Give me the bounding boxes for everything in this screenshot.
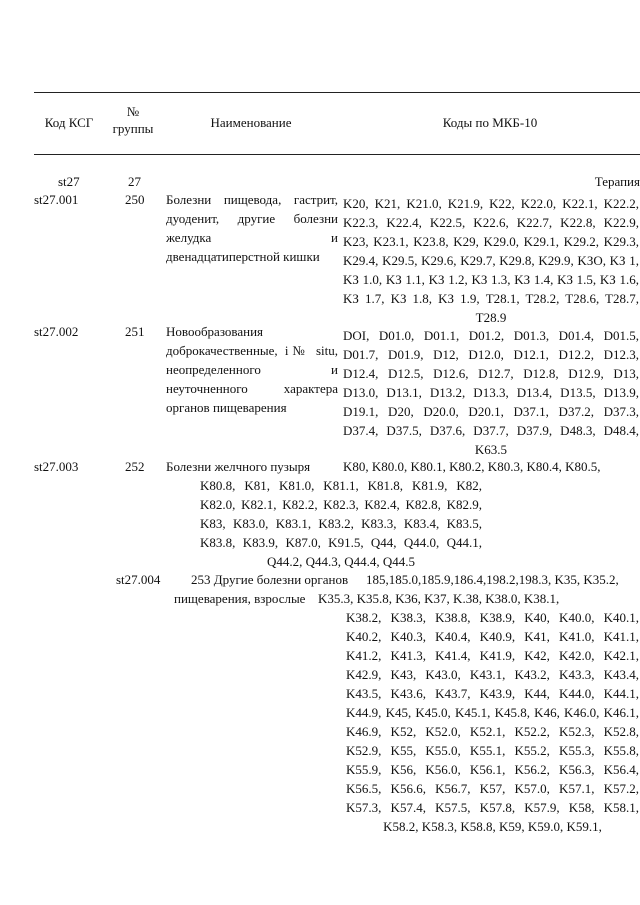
table-row-group-name: 253 Другие болезни органов	[191, 572, 349, 587]
header-name: Наименование	[210, 115, 292, 130]
table-row-name: Болезни пищевода, гастрит, дуоденит, другие болезни желудка и двенадцатиперстной кишки	[166, 192, 338, 264]
table-row-name: Новообразования доброкачественные, i№ situ, неопределенного и неуточненного характера органов пищеварения	[166, 324, 338, 415]
header-bottom-rule	[34, 154, 640, 155]
header-group-number	[108, 103, 158, 137]
table-row-group: 250	[125, 192, 145, 207]
table-row-group: 251	[125, 324, 145, 339]
table-row-icd-codes: K20, K21, K21.0, K21.9, K22, K22.0, K22.1, K22.2, K22.3, K22.4, K22.5, K22.6, K22.7, K22.8, K22.9, K23, K23.1, K23.8, K29, K29.0, K29.1, K29.2, K29.3, K29.4, K29.5, K29.6, K29.7, K29.8, K29.9, KЗО, KЗ 1, KЗ 1.0, KЗ 1.1, KЗ 1.2, KЗ 1.3, KЗ 1.4, KЗ 1.5, KЗ 1.6, KЗ 1.7, KЗ 1.8, KЗ 1.9, T28.1, T28.2, T28.6, T28.7, T28.9	[343, 196, 639, 325]
header-code: Код КСГ	[44, 115, 94, 130]
table-row-code: st27.002	[34, 324, 79, 339]
table-row-code: st27.003	[34, 459, 79, 474]
table-row-icd-codes: K80.8, K81, K81.0, K81.1, K81.8, K81.9, K82, K82.0, K82.1, K82.2, K82.3, K82.4, K82.8, K82.9, K83, K83.0, K83.1, K83.2, K83.3, K83.4, K83.5, K83.8, K83.9, K87.0, K91.5, Q44, Q44.0, Q44.1, Q44.2, Q44.3, Q44.4, Q44.5	[200, 478, 482, 569]
section-code: st27	[58, 174, 80, 189]
table-row-code: st27.001	[34, 192, 79, 207]
table-top-rule	[34, 92, 640, 93]
section-group: 27	[128, 174, 141, 189]
table-row-icd-first-line: K80, K80.0, K80.1, K80.2, K80.3, K80.4, K80.5,	[343, 459, 601, 474]
table-row-name: Болезни желчного пузыря	[166, 459, 311, 474]
header-icd: Коды по МКБ-10	[442, 115, 538, 130]
section-label: Терапия	[594, 174, 640, 189]
header-group-line1: №	[126, 104, 140, 119]
table-row-icd-first-line: 185,185.0,185.9,186.4,198.2,198.3, K35, K35.2,	[366, 572, 619, 587]
table-row-group: 252	[125, 459, 145, 474]
table-row-icd-codes: K38.2, K38.3, K38.8, K38.9, K40, K40.0, K40.1, K40.2, K40.3, K40.4, K40.9, K41, K41.0, K41.1, K41.2, K41.3, K41.4, K41.9, K42, K42.0, K42.1, K42.9, K43, K43.0, K43.1, K43.2, K43.3, K43.4, K43.5, K43.6, K43.7, K43.9, K44, K44.0, K44.1, K44.9, K45, K45.0, K45.1, K45.8, K46, K46.0, K46.1, K46.9, K52, K52.0, K52.1, K52.2, K52.3, K52.8, K52.9, K55, K55.0, K55.1, K55.2, K55.3, K55.8, K55.9, K56, K56.0, K56.1, K56.2, K56.3, K56.4, K56.5, K56.6, K56.7, K57, K57.0, K57.1, K57.2, K57.3, K57.4, K57.5, K57.8, K57.9, K58, K58.1, K58.2, K58.3, K58.8, K59, K59.0, K59.1,	[346, 610, 639, 834]
table-row-name: пищеварения, взрослые	[174, 591, 306, 606]
table-row-code: st27.004	[116, 572, 161, 587]
table-row-icd-codes: DOI, D01.0, D01.1, D01.2, D01.3, D01.4, D01.5, D01.7, D01.9, D12, D12.0, D12.1, D12.2, D12.3, D12.4, D12.5, D12.6, D12.7, D12.8, D12.9, D13, D13.0, D13.1, D13.2, D13.3, D13.4, D13.5, D13.9, D19.1, D20, D20.0, D20.1, D37.1, D37.2, D37.3, D37.4, D37.5, D37.6, D37.7, D37.9, D48.3, D48.4, K63.5	[343, 328, 639, 457]
table-row-icd-second-line: K35.3, K35.8, K36, K37, K.38, K38.0, K38.1,	[318, 591, 560, 606]
header-group-line2: группы	[112, 121, 154, 136]
